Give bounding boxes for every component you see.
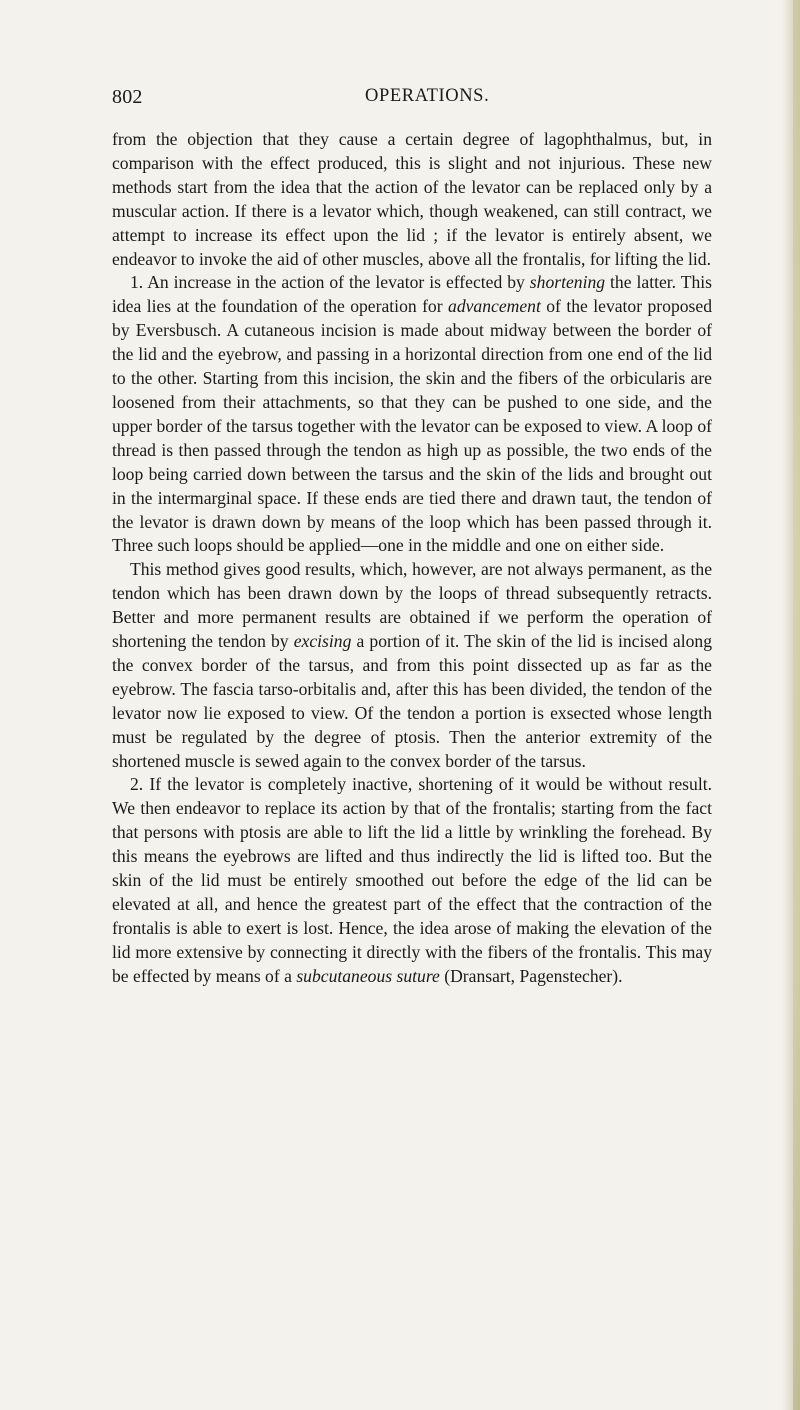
text-run: This method gives good results, which, however, are not always permanent, as the tendon which has been drawn down by the loops of thread subsequently retracts. Better and more permanent results are obtained if we perform the operation of shortening the tendon by	[112, 559, 712, 652]
text-run: from the objection that they cause a certain degree of lagophthalmus, but, in comparison with the effect produced, this is slight and not injurious. These new methods start from the idea that the action of the levator can be replaced only by a muscular action. If there is a levator which, though weakened, can still contract, we attempt to increase its effect upon the lid ; if the levator is entirely absent, we endeavor to invoke the aid of other muscles, above all the frontalis, for lifting the lid.	[112, 129, 712, 269]
page-header	[112, 86, 712, 112]
italic-term: advancement	[448, 296, 541, 317]
text-run: of the levator proposed by Eversbusch. A cutaneous incision is made about midway between the border of the lid and the eyebrow, and passing in a horizontal direction from one end of the lid to the other. Starting from this incision, the skin and the fibers of the orbicularis are loosened from their attachments, so that they can be pushed to one side, and the upper border of the tarsus together with the levator can be exposed to view. A loop of thread is then passed through the tendon as high up as possible, the two ends of the loop being carried down between the tarsus and the skin of the lids and brought out in the intermarginal space. If these ends are tied there and drawn taut, the tendon of the levator is drawn down by means of the loop which has been passed through it. Three such loops should be applied—one in the middle and one on either side.	[112, 296, 713, 556]
text-run: (Dransart, Pagenstecher).	[439, 965, 623, 986]
italic-term: excising	[293, 631, 352, 652]
page-edge-discoloration	[793, 0, 800, 1410]
paragraph	[112, 773, 712, 988]
text-run: 2. If the levator is completely inactive, shortening of it would be without result. We then endeavor to replace its action by that of the frontalis; starting from the fact that persons with ptosis are able to lift the lid a little by wrinkling the forehead. By this means the eyebrows are lifted and thus indirectly the lid is lifted too. But the skin of the lid must be entirely smoothed out before the edge of the lid can be elevated at all, and hence the greatest part of the effect that the contraction of the frontalis is able to exert is lost. Hence, the idea arose of making the elevation of the lid more extensive by connecting it directly with the fibers of the frontalis. This may be effected by means of a	[112, 774, 712, 986]
italic-term: subcutaneous suture	[296, 965, 440, 986]
italic-term: shortening	[529, 272, 606, 293]
text-run: a portion of it. The skin of the lid is incised along the convex border of the tarsus, and from this point dissected up as far as the eyebrow. The fascia tarso-orbitalis and, after this has been divided, the tendon of the levator now lie exposed to view. Of the tendon a portion is exsected whose length must be regulated by the degree of ptosis. Then the anterior extremity of the shortened muscle is sewed again to the convex border of the tarsus.	[112, 631, 712, 771]
body-text	[112, 128, 712, 989]
text-run: the latter. This idea lies at the foundation of the operation for	[112, 272, 712, 317]
paragraph	[112, 271, 712, 558]
running-head: OPERATIONS.	[365, 86, 490, 106]
page-number: 802	[112, 86, 143, 108]
text-run: 1. An increase in the action of the levator is effected by	[130, 272, 530, 293]
paragraph	[112, 128, 712, 271]
paragraph	[112, 558, 712, 773]
